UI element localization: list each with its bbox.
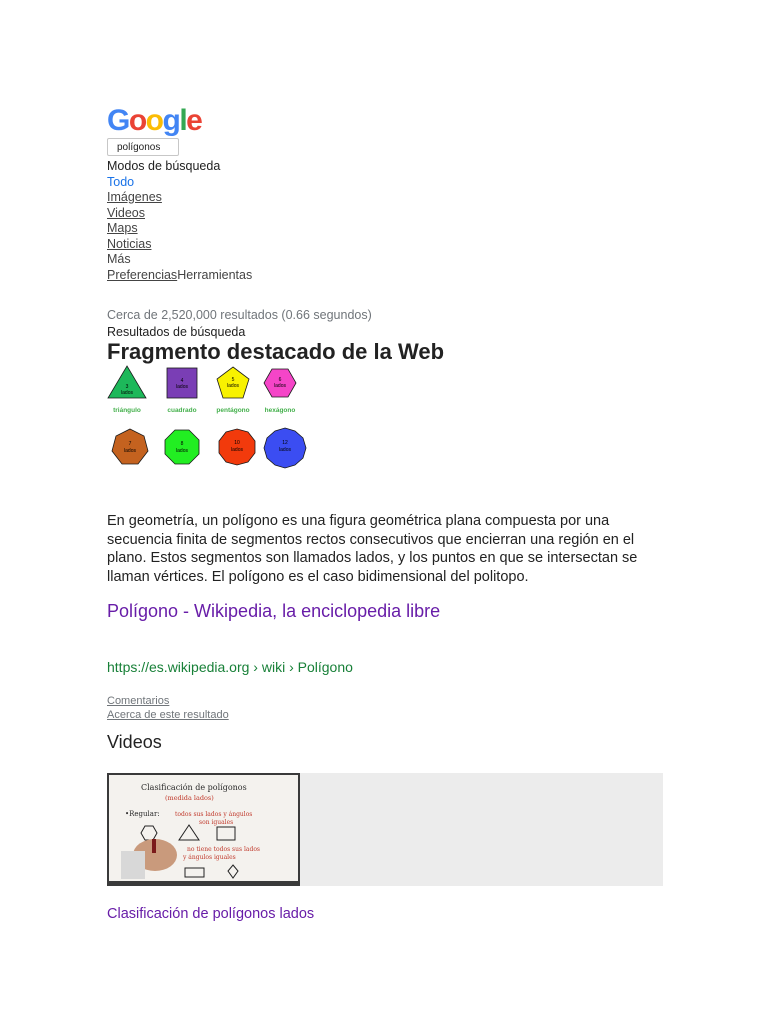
shape-sides: lados bbox=[124, 448, 136, 454]
shape-count: 5 bbox=[231, 377, 235, 383]
shape-sides: lados bbox=[176, 448, 188, 454]
shape-count: 10 bbox=[234, 440, 240, 446]
board-regular-text: todos sus lados y ángulos bbox=[175, 811, 253, 818]
shape-sides: lados bbox=[279, 447, 291, 453]
shape-count: 12 bbox=[282, 440, 288, 446]
nav-item-more[interactable]: Más bbox=[107, 252, 131, 266]
shape-sides: lados bbox=[274, 383, 286, 389]
preferences-link[interactable]: Preferencias bbox=[107, 267, 178, 282]
search-modes-label: Modos de búsqueda bbox=[107, 159, 221, 173]
logo-letter: l bbox=[179, 104, 187, 137]
logo-letter: o bbox=[128, 104, 146, 137]
results-stats: Cerca de 2,520,000 resultados (0.66 segundos) bbox=[107, 308, 372, 322]
video-thumbnail[interactable] bbox=[107, 773, 300, 886]
search-input[interactable] bbox=[107, 138, 179, 156]
result-title-link[interactable]: Polígono - Wikipedia, la enciclopedia libre bbox=[107, 601, 441, 621]
nav-item-maps[interactable]: Maps bbox=[107, 221, 138, 235]
featured-snippet-heading: Fragmento destacado de la Web bbox=[107, 339, 445, 364]
presenter-sleeve bbox=[121, 851, 145, 879]
logo-letter: g bbox=[162, 104, 180, 137]
result-url[interactable]: https://es.wikipedia.org › wiki › Polígono bbox=[107, 659, 353, 675]
video-title-link[interactable]: Clasificación de polígonos lados bbox=[107, 906, 315, 922]
board-regular-label: •Regular: bbox=[125, 810, 160, 818]
board-irregular-text: no tiene todos sus lados bbox=[187, 846, 261, 853]
shape-name: cuadrado bbox=[167, 407, 197, 414]
featured-snippet-text: En geometría, un polígono es una figura geométrica plana compuesta por una secuencia finita de segmentos rectos consecutivos que encierran una región en el plano. Estos segmentos son llamados lados, y los puntos en que se intersectan se llaman vértices. El polígono es el caso bidimensional del politopo. bbox=[107, 513, 638, 585]
results-label: Resultados de búsqueda bbox=[107, 325, 246, 339]
shape-sides: lados bbox=[121, 390, 133, 396]
shape-count: 7 bbox=[128, 441, 132, 447]
shape-name: hexágono bbox=[264, 407, 296, 414]
shape-sides: lados bbox=[231, 447, 243, 453]
shape-count: 6 bbox=[278, 377, 282, 383]
search-query: polígonos bbox=[117, 142, 161, 153]
nav-item-videos[interactable]: Videos bbox=[107, 205, 145, 220]
board-irregular-text2: y ángulos iguales bbox=[183, 854, 236, 861]
search-modes-nav bbox=[107, 159, 252, 283]
nav-item-all[interactable]: Todo bbox=[107, 174, 135, 189]
nav-item-images[interactable]: Imágenes bbox=[107, 190, 162, 204]
board-regular-text2: son iguales bbox=[199, 819, 234, 826]
tools-link[interactable]: Herramientas bbox=[177, 267, 253, 282]
logo-letter: o bbox=[145, 104, 163, 137]
board-subtitle: (medida lados) bbox=[165, 794, 214, 802]
polygons-image[interactable] bbox=[106, 364, 316, 476]
logo-letter: e bbox=[186, 104, 202, 137]
videos-heading: Videos bbox=[107, 732, 162, 752]
octagon-shape bbox=[165, 430, 199, 464]
about-result-link[interactable]: Acerca de este resultado bbox=[107, 709, 229, 721]
nav-item-news[interactable]: Noticias bbox=[107, 236, 152, 251]
feedback-link[interactable]: Comentarios bbox=[107, 695, 170, 707]
shape-count: 3 bbox=[125, 384, 129, 390]
shape-count: 8 bbox=[180, 441, 184, 447]
board-title: Clasificación de polígonos bbox=[141, 783, 247, 792]
shape-sides: lados bbox=[176, 384, 188, 390]
google-logo[interactable] bbox=[107, 104, 201, 138]
shape-count: 4 bbox=[180, 378, 184, 384]
shape-name: pentágono bbox=[216, 407, 250, 414]
shape-sides: lados bbox=[227, 383, 239, 389]
shape-name: triángulo bbox=[113, 407, 141, 414]
logo-letter: G bbox=[107, 104, 129, 137]
marker bbox=[152, 839, 156, 853]
